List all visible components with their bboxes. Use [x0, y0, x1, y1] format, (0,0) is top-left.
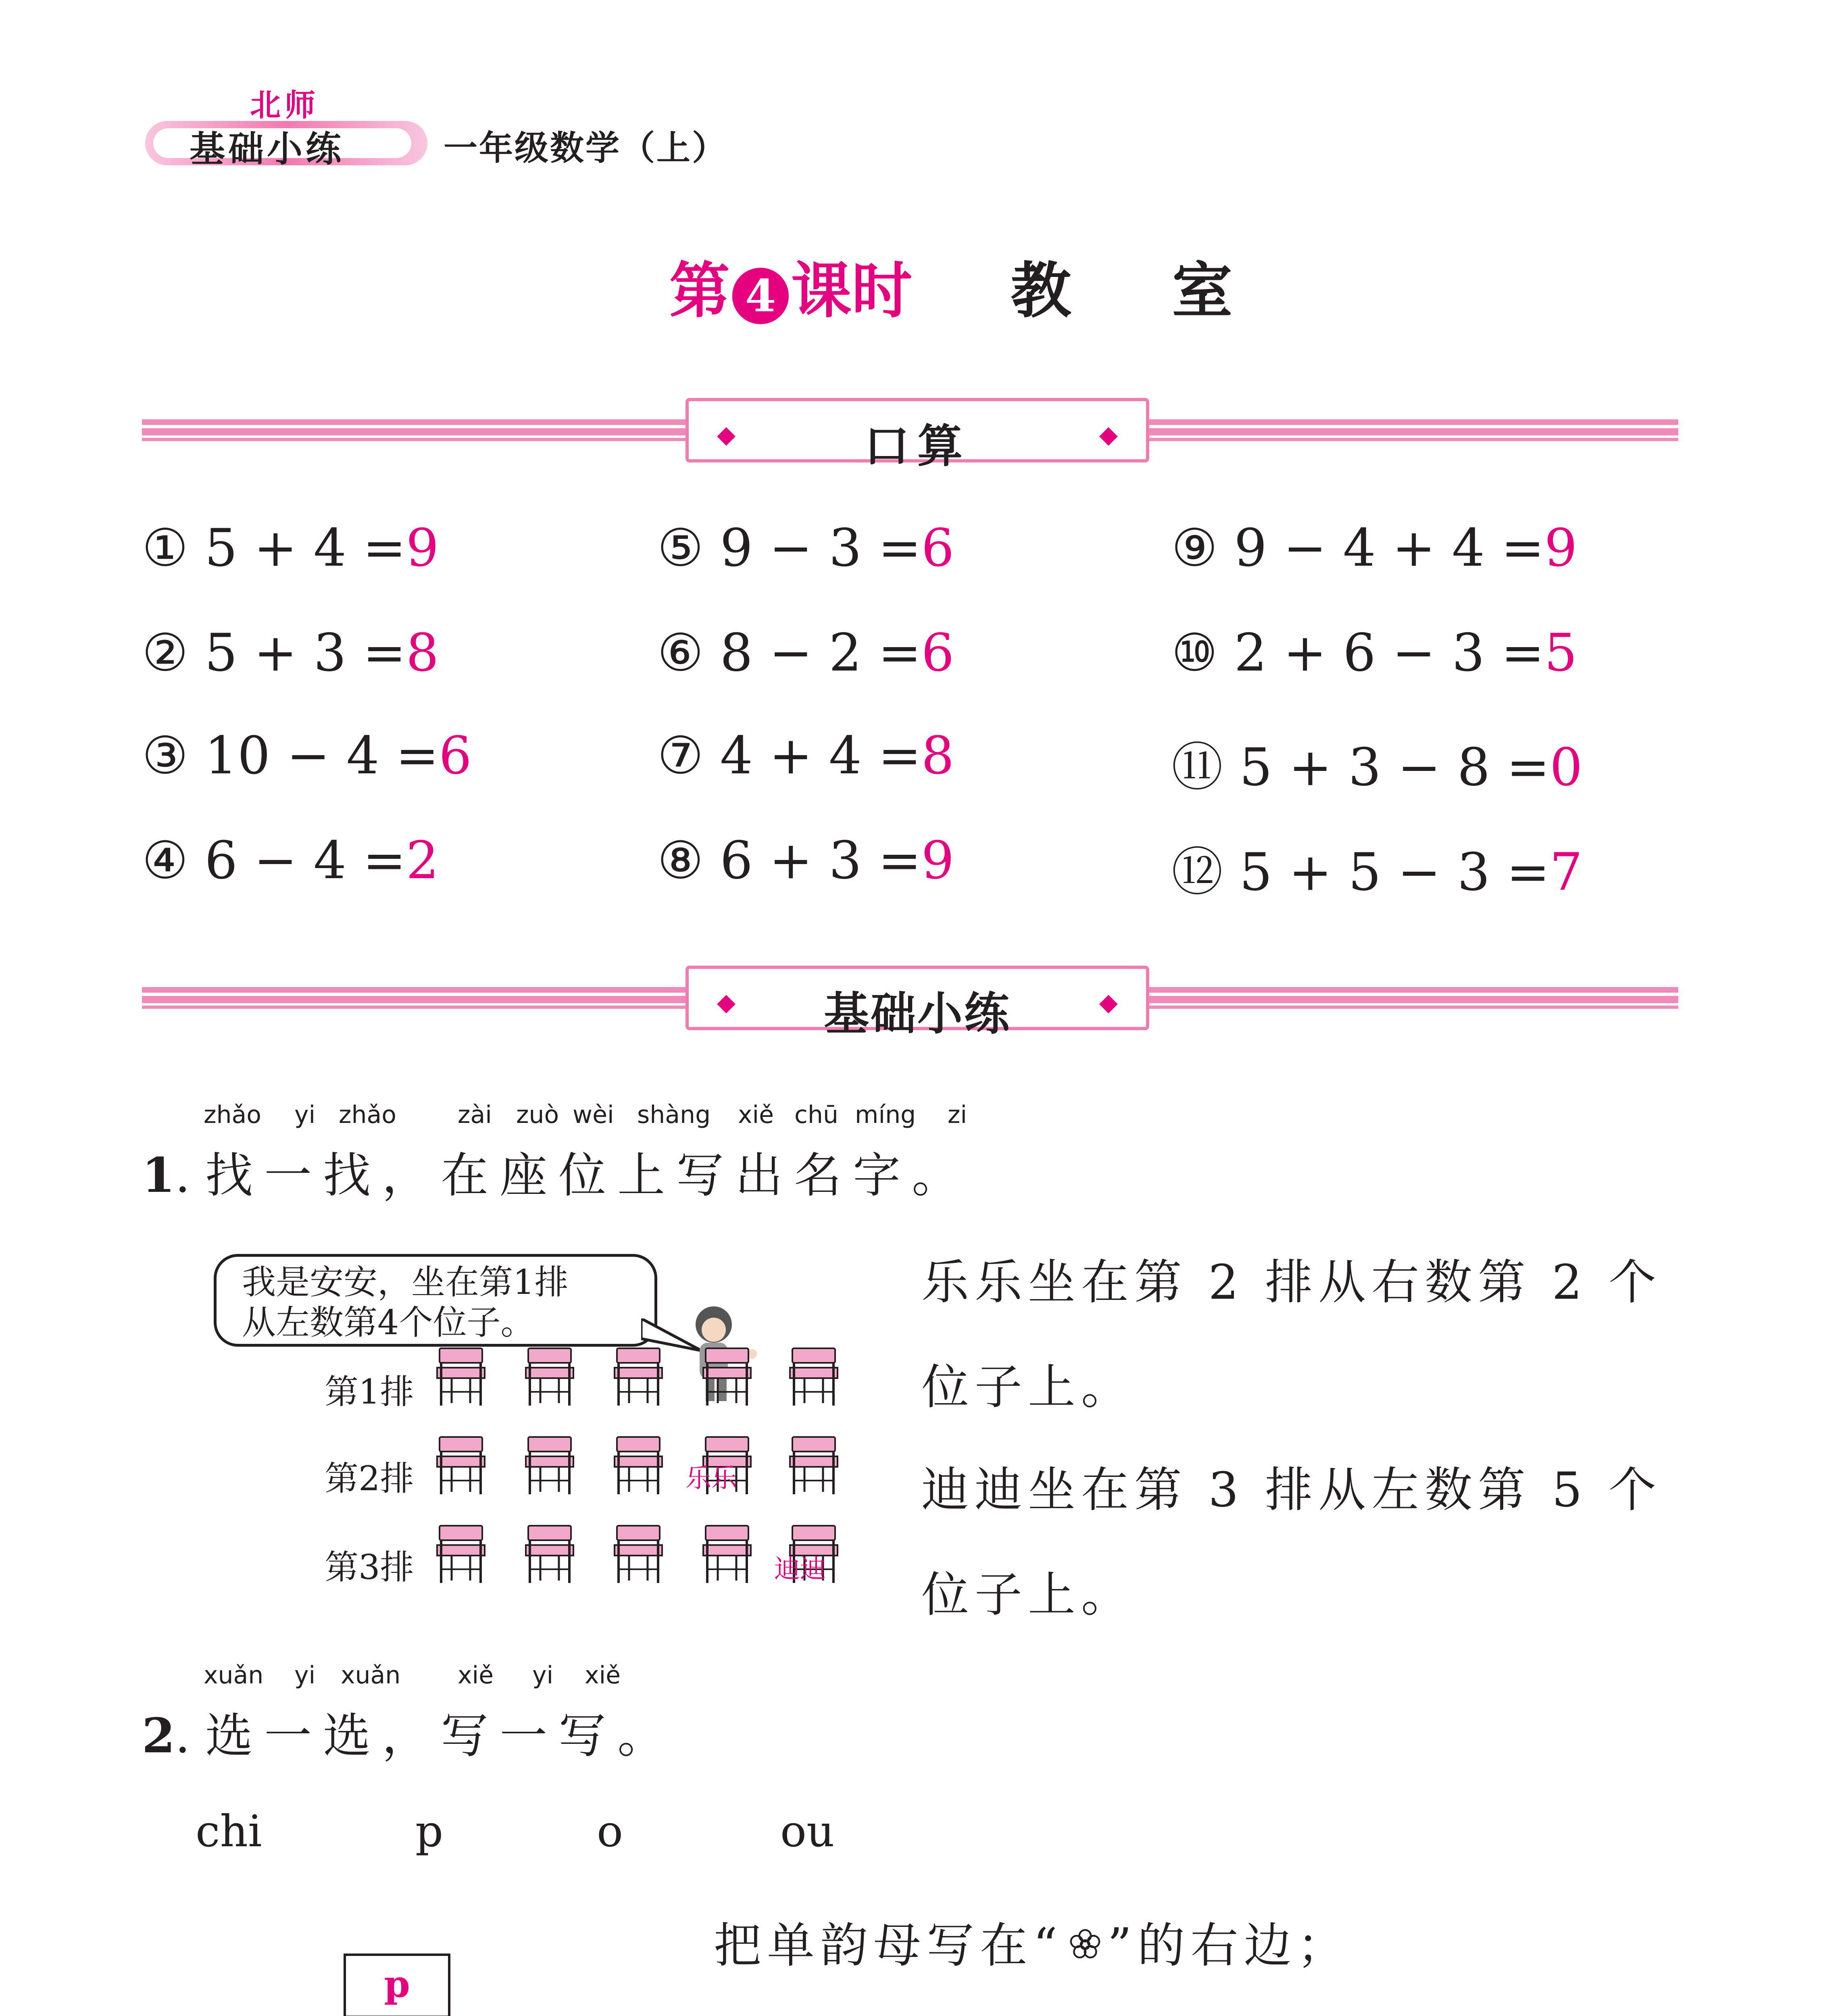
diamond-icon: ◆: [717, 421, 736, 449]
answer: 6: [439, 726, 472, 786]
chair-icon[interactable]: [702, 1347, 752, 1407]
chair-icon[interactable]: [613, 1347, 664, 1407]
answer: 9: [921, 831, 954, 891]
clue-line: 迪迪坐在第 3 排从左数第 5 个: [921, 1462, 1662, 1518]
answer: 8: [406, 623, 439, 683]
math-item: ⑫ 5 + 5 − 3 =7: [1171, 842, 1583, 902]
answer-box-top[interactable]: p: [344, 1954, 450, 2016]
answer: 9: [406, 518, 439, 578]
math-item: ② 5 + 3 =8: [142, 623, 439, 683]
diamond-icon: ◆: [1099, 421, 1118, 449]
section-title-practice: 基础小练: [824, 987, 1011, 1040]
math-item: ④ 6 − 4 =2: [142, 831, 439, 891]
math-item: ⑦ 4 + 4 =8: [657, 726, 954, 786]
rule-line: 把单韵母写在“ ”的右边；: [714, 1918, 1350, 1973]
q1-prompt: 1. 找一找，在座位上写出名字。: [142, 1147, 971, 1203]
math-item: ⑤ 9 − 3 =6: [657, 518, 954, 578]
flower-icon: [1063, 1922, 1107, 1967]
math-item: ⑪ 5 + 3 − 8 =0: [1171, 737, 1583, 798]
chair-icon[interactable]: [788, 1435, 839, 1496]
clue-line: 乐乐坐在第 2 排从右数第 2 个: [921, 1254, 1662, 1310]
answer: 0: [1550, 737, 1583, 798]
chair-icon[interactable]: [435, 1524, 486, 1585]
answer: 5: [1544, 623, 1577, 683]
option-o: o: [597, 1806, 623, 1857]
math-item: ① 5 + 4 =9: [142, 518, 439, 578]
chair-icon[interactable]: [788, 1347, 839, 1407]
q1-pinyin-row: zhǎo yi zhǎo zài zuò wèi shàng xiě chū míng zi: [204, 1101, 967, 1129]
option-ou: ou: [780, 1806, 835, 1857]
seat-name-lele: 乐乐: [685, 1464, 737, 1493]
subject-label: 一年级数学（上）: [444, 128, 728, 168]
chair-icon[interactable]: [613, 1435, 664, 1496]
option-chi: chi: [196, 1806, 262, 1857]
chair-icon[interactable]: [613, 1524, 664, 1585]
diamond-icon: ◆: [717, 988, 736, 1016]
bubble-text: 我是安安，坐在第1排 从左数第4个位子。: [242, 1262, 569, 1342]
answer: 2: [406, 831, 439, 891]
title-prefix: 第: [669, 255, 730, 326]
clue-line: 位子上。: [921, 1359, 1135, 1415]
answer: 7: [1550, 842, 1583, 902]
rule-line: [714, 2012, 1350, 2016]
clue-line: 位子上。: [921, 1567, 1135, 1622]
row-label: 第1排: [325, 1372, 414, 1412]
q2-prompt: 2. 选一选，写一写。: [142, 1708, 677, 1764]
section-header-oral: [685, 398, 1149, 473]
lesson-number-badge: 4: [732, 268, 789, 324]
answer: 9: [1544, 518, 1577, 578]
q1-text: 找一找，在座位上写出名字。: [205, 1148, 971, 1203]
q2-number: 2: [142, 1708, 175, 1764]
chair-icon[interactable]: [524, 1435, 575, 1496]
brand-main-text: 基础小练: [190, 128, 345, 170]
chair-icon[interactable]: [435, 1435, 486, 1496]
section-header-practice: [685, 966, 1149, 1040]
diamond-icon: ◆: [1099, 988, 1118, 1016]
math-item: ⑧ 6 + 3 =9: [657, 831, 954, 891]
math-item: ⑥ 8 − 2 =6: [657, 623, 954, 683]
section-title-oral: 口算: [864, 420, 971, 473]
title-topic: 教 室: [1011, 255, 1253, 326]
row-label: 第3排: [325, 1547, 414, 1587]
title-suffix: 课时: [791, 255, 913, 326]
answer: 6: [921, 518, 954, 578]
seat-name-didi: 迪迪: [774, 1554, 826, 1584]
brand-top-text: 北师: [250, 87, 319, 123]
chair-icon[interactable]: [524, 1347, 575, 1407]
answer: 8: [921, 726, 954, 786]
page-title: [669, 242, 1253, 329]
q1-number: 1: [142, 1147, 175, 1203]
math-item: ⑩ 2 + 6 − 3 =5: [1171, 623, 1577, 683]
q2-pinyin-row: xuǎn yi xuǎn xiě yi xiě: [204, 1661, 621, 1689]
chair-icon[interactable]: [702, 1524, 752, 1585]
math-item: ③ 10 − 4 =6: [142, 726, 472, 786]
answer: 6: [921, 623, 954, 683]
row-label: 第2排: [325, 1459, 414, 1498]
option-p: p: [415, 1806, 444, 1857]
chair-icon[interactable]: [524, 1524, 575, 1585]
chair-icon[interactable]: [435, 1347, 486, 1407]
math-item: ⑨ 9 − 4 + 4 =9: [1171, 518, 1577, 578]
q2-text: 选一选，写一写。: [205, 1708, 677, 1764]
